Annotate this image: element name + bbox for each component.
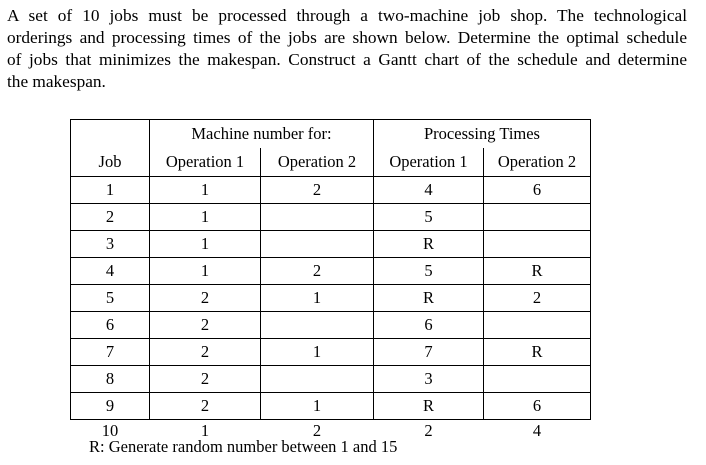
problem-statement [7,5,687,93]
time-op2-cell [484,366,591,393]
time-op2-cell [484,312,591,339]
job-cell: 3 [71,231,150,258]
column-header-time-op1: Operation 1 [374,148,484,177]
job-cell: 2 [71,204,150,231]
machine-op2-cell [261,312,374,339]
job-cell: 9 [71,393,150,420]
time-op2-cell: 6 [484,393,591,420]
column-header-machine-op1: Operation 1 [150,148,261,177]
group-header-row [71,120,591,149]
machine-op1-cell: 1 [150,258,261,285]
column-header-job: Job [71,148,150,177]
machine-number-header: Machine number for: [150,120,374,149]
job-cell: 5 [71,285,150,312]
machine-op2-cell [261,231,374,258]
time-op1-cell: 4 [374,177,484,204]
machine-op2-cell: 2 [261,177,374,204]
table-row [71,258,591,285]
column-header-machine-op2: Operation 2 [261,148,374,177]
table-row [71,312,591,339]
time-op1-cell: R [374,231,484,258]
time-op1-cell: 2 [374,420,484,443]
machine-op2-cell [261,366,374,393]
table-row [71,177,591,204]
time-op2-cell: 4 [484,420,591,443]
time-op1-cell: 7 [374,339,484,366]
time-op2-cell: R [484,339,591,366]
machine-op1-cell: 1 [150,204,261,231]
time-op2-cell: R [484,258,591,285]
job-cell: 6 [71,312,150,339]
machine-op1-cell: 2 [150,312,261,339]
machine-op2-cell: 2 [261,420,374,443]
random-number-note: R: Generate random number between 1 and 15 [89,437,398,456]
table-row [71,204,591,231]
column-header-row [71,148,591,177]
column-header-time-op2: Operation 2 [484,148,591,177]
time-op1-cell: 5 [374,258,484,285]
machine-op1-cell: 2 [150,366,261,393]
machine-op1-cell: 1 [150,177,261,204]
machine-op1-cell: 2 [150,285,261,312]
time-op2-cell [484,231,591,258]
problem-line: the makespan. [7,72,106,91]
job-cell: 8 [71,366,150,393]
machine-op1-cell: 2 [150,339,261,366]
table-row [71,339,591,366]
job-cell: 7 [71,339,150,366]
machine-op1-cell: 2 [150,393,261,420]
time-op2-cell: 2 [484,285,591,312]
time-op2-cell [484,204,591,231]
problem-line: orderings and processing times of the jobs are shown below. Determine the optimal schedule [7,28,687,47]
problem-line: of jobs that minimizes the makespan. Construct a Gantt chart of the schedule and determine [7,50,687,69]
time-op1-cell: 5 [374,204,484,231]
table-row [71,393,591,420]
machine-op2-cell [261,204,374,231]
jobs-table [70,119,591,442]
machine-op2-cell: 1 [261,339,374,366]
problem-line: A set of 10 jobs must be processed through a two-machine job shop. The technological [7,6,687,25]
table-row [71,366,591,393]
job-cell: 4 [71,258,150,285]
table-row [71,231,591,258]
machine-op1-cell: 1 [150,231,261,258]
time-op1-cell: R [374,285,484,312]
time-op1-cell: 3 [374,366,484,393]
machine-op2-cell: 2 [261,258,374,285]
time-op1-cell: 6 [374,312,484,339]
machine-op1-cell: 1 [150,420,261,443]
table-row [71,285,591,312]
machine-op2-cell: 1 [261,393,374,420]
time-op2-cell: 6 [484,177,591,204]
machine-op2-cell: 1 [261,285,374,312]
processing-times-header: Processing Times [374,120,591,149]
time-op1-cell: R [374,393,484,420]
job-cell: 10 [71,420,150,443]
job-cell: 1 [71,177,150,204]
